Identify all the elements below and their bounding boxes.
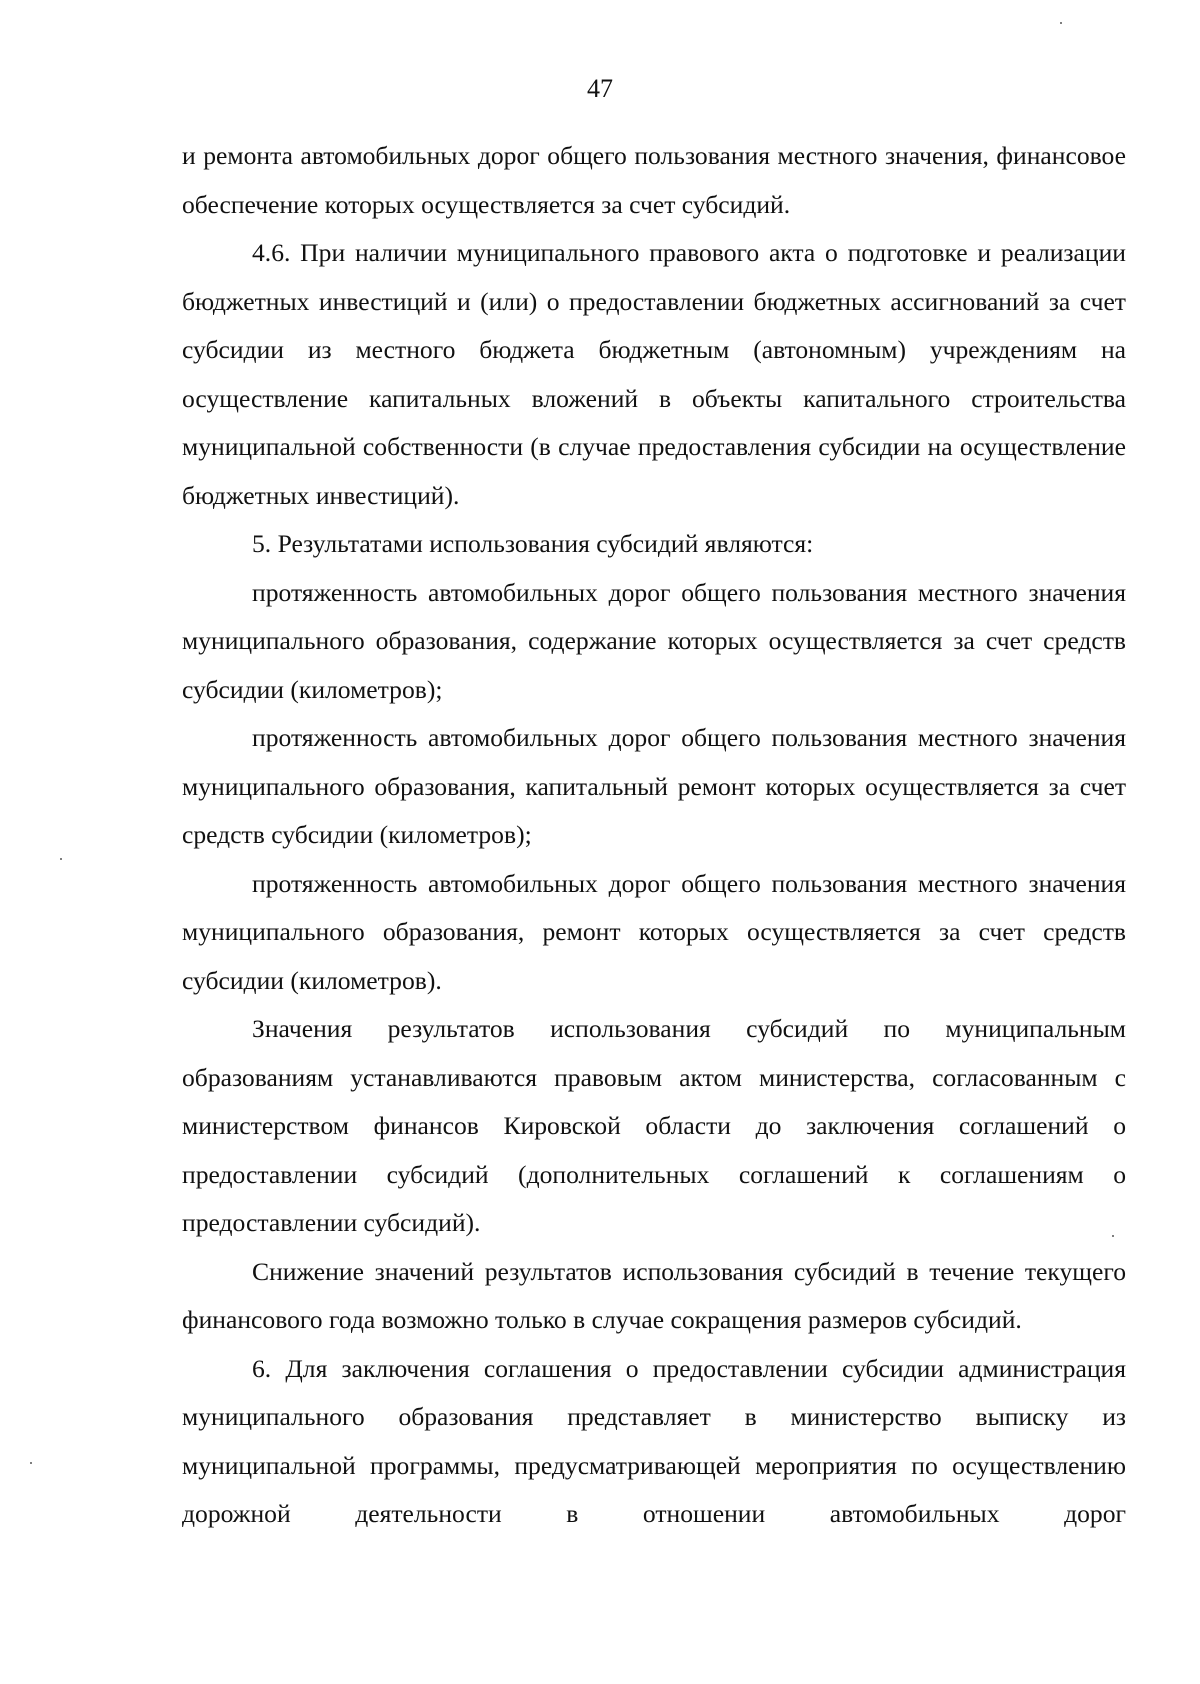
scan-speck bbox=[30, 1462, 32, 1464]
document-body bbox=[182, 132, 1126, 1539]
scan-speck bbox=[60, 858, 62, 860]
scan-speck bbox=[1060, 22, 1062, 24]
paragraph-result-values: Значения результатов использования субсидий по муниципальным образованиям устанавливаются правовым актом министерства, согласованным с министерством финансов Кировской области до заключения соглашений о предоставлении субсидий (дополнительных соглашений к соглашениям о предоставлении субсидий). bbox=[182, 1014, 1126, 1237]
paragraph-4-6: 4.6. При наличии муниципального правового акта о подготовке и реализации бюджетных инвестиций и (или) о предоставлении бюджетных ассигнований за счет субсидии из местного бюджета бюджетным (автономным) учреждениям на осуществление капитальных вложений в объекты капитального строительства муниципальной собственности (в случае предоставления субсидии на осуществление бюджетных инвестиций). bbox=[182, 238, 1126, 510]
scan-speck bbox=[1112, 1235, 1114, 1237]
paragraph-result-reduction: Снижение значений результатов использования субсидий в течение текущего финансового года возможно только в случае сокращения размеров субсидий. bbox=[182, 1256, 1126, 1334]
paragraph-result-maintenance: протяженность автомобильных дорог общего пользования местного значения муниципального образования, содержание которых осуществляется за счет средств субсидии (километров); bbox=[182, 577, 1126, 704]
paragraph-result-repair: протяженность автомобильных дорог общего пользования местного значения муниципального образования, ремонт которых осуществляется за счет средств субсидии (километров). bbox=[182, 868, 1126, 995]
paragraph-result-capital-repair: протяженность автомобильных дорог общего пользования местного значения муниципального образования, капитальный ремонт которых осуществляется за счет средств субсидии (километров); bbox=[182, 723, 1126, 849]
paragraph-continuation: и ремонта автомобильных дорог общего пользования местного значения, финансовое обеспечение которых осуществляется за счет субсидий. bbox=[182, 141, 1126, 219]
paragraph-6: 6. Для заключения соглашения о предоставлении субсидии администрация муниципального образования представляет в министерство выписку из муниципальной программы, предусматривающей мероприятия по осуществлению дорожной деятельности в отношении автомобильных дорог bbox=[182, 1353, 1126, 1528]
paragraph-5-heading: 5. Результатами использования субсидий являются: bbox=[252, 529, 814, 558]
page-number: 47 bbox=[587, 74, 613, 103]
